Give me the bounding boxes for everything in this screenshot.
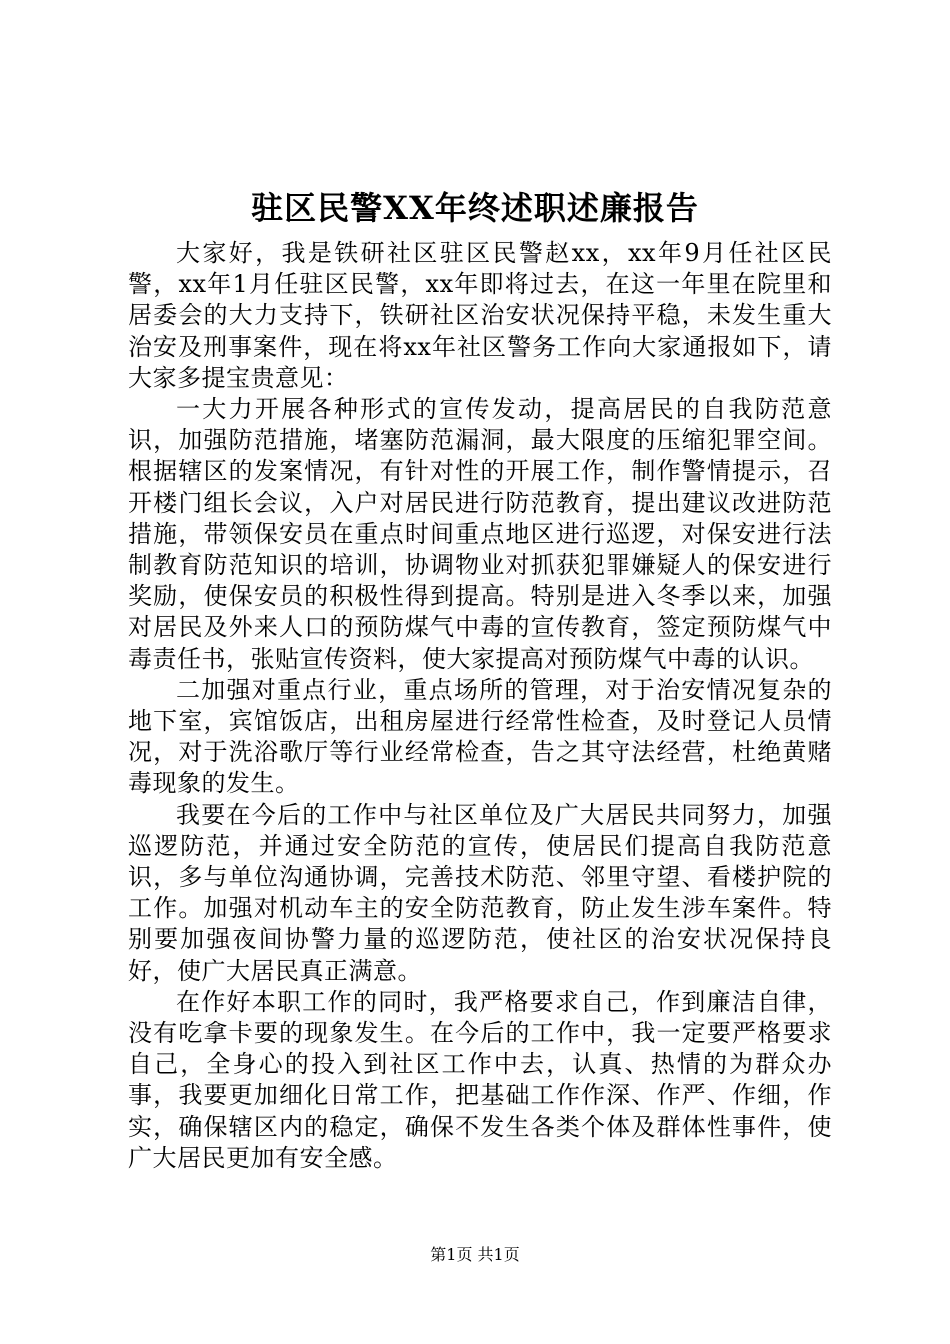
paragraph-future-work: 我要在今后的工作中与社区单位及广大居民共同努力，加强巡逻防范，并通过安全防范的宣传，使居民们提高自我防范意识，多与单位沟通协调，完善技术防范、邻里守望、看楼护院的工作。加强对机动车主的安全防范教育，防止发生涉车案件。特别要加强夜间协警力量的巡逻防范，使社区的治安状况保持良好，使广大居民真正满意。: [128, 800, 832, 985]
document-body: [128, 238, 832, 1174]
document-title: 驻区民警XX年终述职述廉报告: [251, 189, 699, 227]
paragraph-section-one: 一大力开展各种形式的宣传发动，提高居民的自我防范意识，加强防范措施，堵塞防范漏洞，最大限度的压缩犯罪空间。根据辖区的发案情况，有针对性的开展工作，制作警情提示，召开楼门组长会议，入户对居民进行防范教育，提出建议改进防范措施，带领保安员在重点时间重点地区进行巡逻，对保安进行法制教育防范知识的培训，协调物业对抓获犯罪嫌疑人的保安进行奖励，使保安员的积极性得到提高。特别是进入冬季以来，加强对居民及外来人口的预防煤气中毒的宣传教育，签定预防煤气中毒责任书，张贴宣传资料，使大家提高对预防煤气中毒的认识。: [128, 395, 832, 673]
paragraph-intro: 大家好，我是铁研社区驻区民警赵xx，xx年9月任社区民警，xx年1月任驻区民警，xx年即将过去，在这一年里在院里和居委会的大力支持下，铁研社区治安状况保持平稳，未发生重大治安及刑事案件，现在将xx年社区警务工作向大家通报如下，请大家多提宝贵意见：: [128, 239, 832, 392]
paragraph-integrity: 在作好本职工作的同时，我严格要求自己，作到廉洁自律，没有吃拿卡要的现象发生。在今后的工作中，我一定要严格要求自己，全身心的投入到社区工作中去，认真、热情的为群众办事，我要更加细化日常工作，把基础工作作深、作严、作细，作实，确保辖区内的稳定，确保不发生各类个体及群体性事件，使广大居民更加有安全感。: [128, 987, 832, 1172]
page-footer: 第1页 共1页: [430, 1245, 520, 1264]
paragraph-section-two: 二加强对重点行业，重点场所的管理，对于治安情况复杂的地下室，宾馆饭店，出租房屋进行经常性检查，及时登记人员情况，对于洗浴歌厅等行业经常检查，告之其守法经营，杜绝黄赌毒现象的发生。: [128, 675, 832, 798]
